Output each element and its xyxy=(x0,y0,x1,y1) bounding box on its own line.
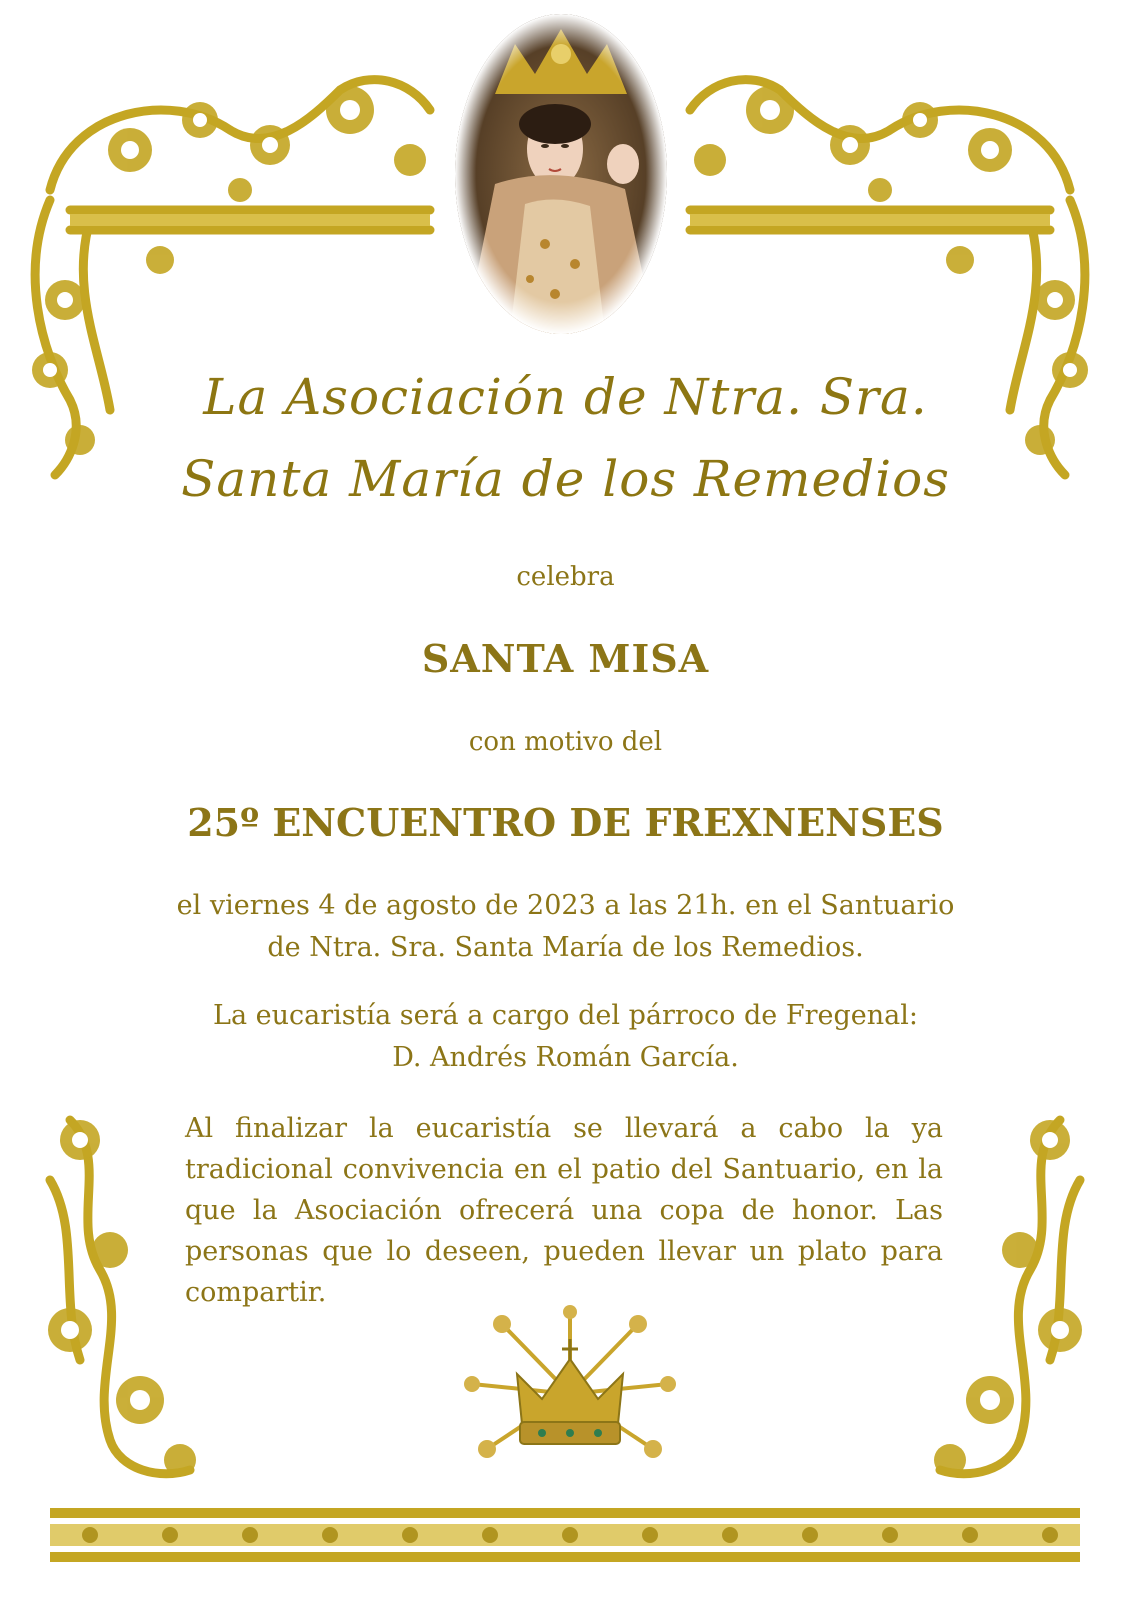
celebra-text: celebra xyxy=(516,562,615,592)
virgin-portrait xyxy=(455,14,667,334)
priest-line-2: D. Andrés Román García. xyxy=(392,1042,739,1073)
bottom-border-ornament xyxy=(50,1500,1080,1570)
closing-paragraph: Al finalizar la eucaristía se llevará a cabo la ya tradicional convivencia en el patio del Santuario, en la que la Asociación ofrecerá una copa de honor. Las personas que lo deseen, pueden llevar un plato para compartir. xyxy=(185,1113,943,1308)
title-line-1: La Asociación de Ntra. Sra. xyxy=(203,368,928,426)
priest-line-1: La eucaristía será a cargo del párroco de Fregenal: xyxy=(213,1000,918,1031)
title-line-2: Santa María de los Remedios xyxy=(181,450,950,508)
con-motivo-text: con motivo del xyxy=(468,727,663,757)
date-block xyxy=(120,885,1011,969)
date-line-1: el viernes 4 de agosto de 2023 a las 21h. en el Santuario xyxy=(176,890,955,921)
priest-block xyxy=(120,995,1011,1079)
occasion-title: 25º ENCUENTRO DE FREXNENSES xyxy=(187,800,944,845)
date-line-2: de Ntra. Sra. Santa María de los Remedios. xyxy=(267,932,864,963)
event-title: SANTA MISA xyxy=(421,636,710,681)
crown-icon xyxy=(462,1304,678,1484)
